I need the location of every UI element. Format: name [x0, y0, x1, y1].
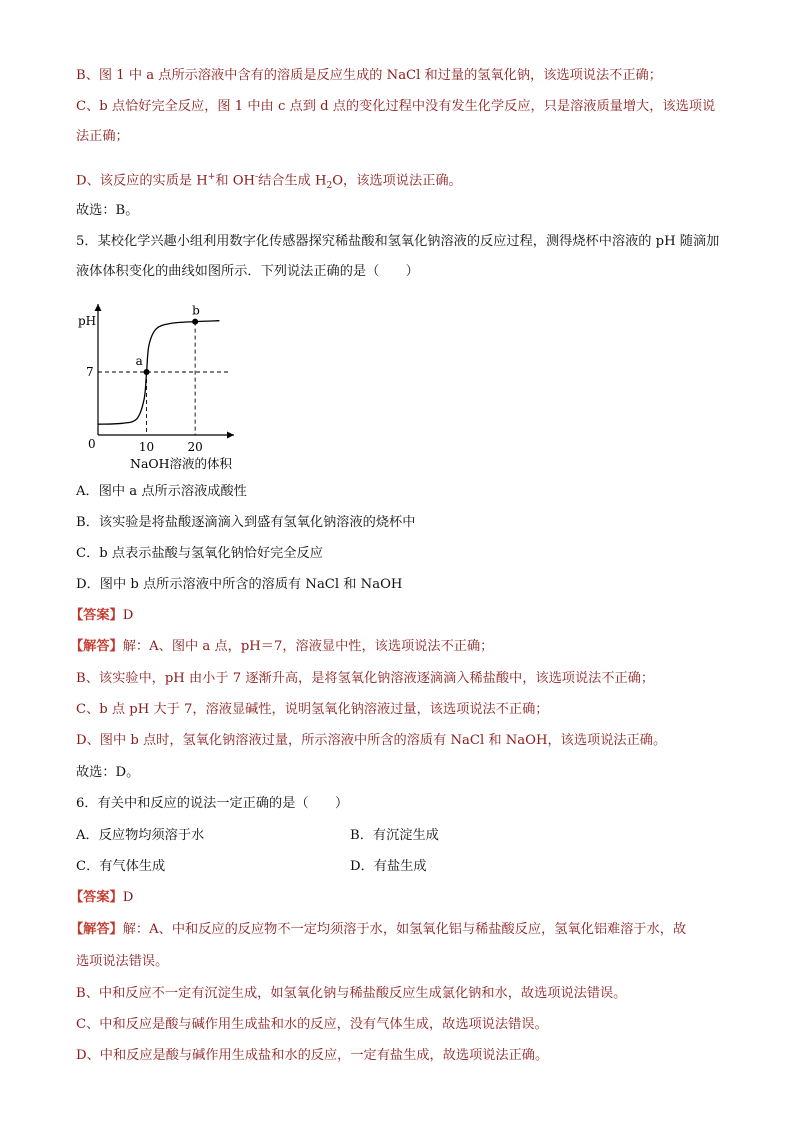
q5-answer-tag: 【答案】	[70, 608, 123, 623]
y-axis-label: pH	[78, 314, 97, 328]
prev-expl-d-sub: 2	[326, 181, 333, 192]
prev-expl-b: B、图 1 中 a 点所示溶液中含有的溶质是反应生成的 NaCl 和过量的氢氧化钠，该选项说法不正确；	[76, 68, 662, 83]
q5-option-a: A．图中 a 点所示溶液成酸性	[76, 484, 247, 499]
prev-expl-c-line1: C、b 点恰好完全反应，图 1 中由 c 点到 d 点的变化过程中没有发生化学反应，只是溶液质量增大，该选项说	[76, 99, 716, 114]
y-tick-7: 7	[86, 365, 94, 379]
q5-explanation-a	[70, 638, 493, 656]
q6-explanation-d: D、中和反应是酸与碱作用生成盐和水的反应，一定有盐生成，故选项说法正确。	[76, 1048, 549, 1063]
prev-expl-d-part4: O，该选项说法正确。	[332, 173, 462, 189]
prev-expl-d	[76, 168, 462, 195]
ph-curve	[98, 321, 219, 425]
q5-option-b: B．该实验是将盐酸逐滴滴入到盛有氢氧化钠溶液的烧杯中	[76, 515, 416, 530]
q6-option-c: C．有气体生成	[76, 859, 166, 874]
x-tick-10: 10	[138, 440, 155, 454]
q6-option-a: A．反应物均须溶于水	[76, 828, 205, 843]
q6-stem: 6．有关中和反应的说法一定正确的是（ ）	[76, 796, 349, 811]
x-tick-20: 20	[187, 440, 203, 454]
q5-option-c: C．b 点表示盐酸与氢氧化钠恰好完全反应	[76, 546, 323, 561]
prev-expl-d-sup: +	[207, 172, 216, 182]
q6-explanation-b: B、中和反应不一定有沉淀生成，如氢氧化钠与稀盐酸反应生成氯化钠和水，故选项说法错误。	[76, 986, 627, 1001]
q6-option-b: B．有沉淀生成	[350, 828, 439, 843]
point-b-label: b	[192, 303, 200, 318]
q6-explanation-a-line1	[70, 921, 686, 939]
q5-choose: 故选：D。	[76, 765, 140, 780]
q5-stem-line1: 5．某校化学兴趣小组利用数字化传感器探究稀盐酸和氢氧化钠溶液的反应过程，测得烧杯中溶液的 pH 随滴加	[76, 234, 720, 249]
q6-explanation-c: C、中和反应是酸与碱作用生成盐和水的反应，没有气体生成，故选项说法错误。	[76, 1017, 548, 1032]
origin-label: 0	[88, 437, 96, 451]
prev-expl-d-part3: 结合生成 H	[258, 173, 327, 189]
q6-explanation-tag: 【解答】	[70, 922, 123, 937]
q5-explanation-c: C、b 点 pH 大于 7，溶液显碱性，说明氢氧化钠溶液过量，该选项说法不正确；	[76, 702, 549, 717]
q6-explanation-a-text: 解：A、中和反应的反应物不一定均须溶于水，如氢氧化铝与稀盐酸反应，氢氧化铝难溶于水，故	[122, 922, 687, 937]
q5-answer	[70, 607, 133, 625]
q6-option-d: D．有盐生成	[350, 859, 427, 874]
q5-explanation-tag: 【解答】	[70, 639, 123, 654]
prev-expl-d-sup2: -	[255, 172, 259, 182]
q5-stem-line2: 液体体积变化的曲线如图所示．下列说法正确的是（ ）	[76, 264, 419, 279]
q5-answer-value: D	[122, 608, 134, 623]
point-a-label: a	[135, 354, 143, 368]
x-axis-label: NaOH溶液的体积	[130, 456, 233, 471]
prev-expl-d-part2: 和 OH	[215, 173, 256, 189]
q5-explanation-b: B、该实验中，pH 由小于 7 逐渐升高，是将氢氧化钠溶液逐滴滴入稀盐酸中，该选项说法不正确；	[76, 671, 655, 686]
q5-explanation-d: D、图中 b 点时，氢氧化钠溶液过量，所示溶液中所含的溶质有 NaCl 和 NaOH，该选项说法正确。	[76, 733, 667, 748]
prev-choose: 故选：B。	[76, 203, 139, 218]
point-b	[192, 319, 198, 325]
ph-chart	[74, 300, 254, 478]
q6-answer-value: D	[122, 890, 134, 905]
q6-explanation-a-line2: 选项说法错误。	[76, 954, 169, 969]
q6-answer-tag: 【答案】	[70, 890, 123, 905]
prev-expl-c-line2: 法正确；	[76, 129, 129, 144]
q5-option-d: D．图中 b 点所示溶液中所含的溶质有 NaCl 和 NaOH	[76, 577, 403, 592]
point-a	[144, 369, 150, 375]
q5-explanation-a-text: 解：A、图中 a 点，pH＝7，溶液显中性，该选项说法不正确；	[122, 639, 494, 654]
q6-answer	[70, 889, 133, 907]
prev-expl-d-part1: D、该反应的实质是 H	[76, 173, 208, 189]
